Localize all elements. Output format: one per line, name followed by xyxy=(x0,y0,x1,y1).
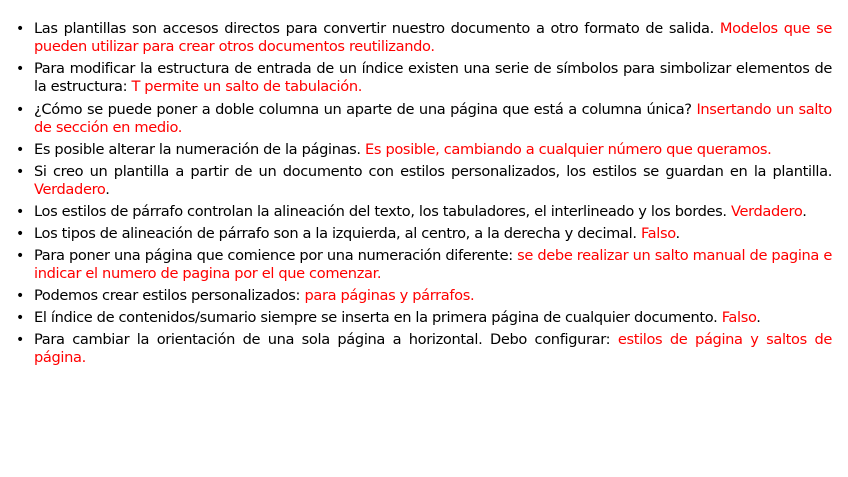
bullet-icon: • xyxy=(16,248,24,264)
answer-text: Insertando un salto de sección en medio. xyxy=(34,101,832,136)
bullet-icon: • xyxy=(16,21,24,37)
bullet-icon: • xyxy=(16,204,24,220)
list-item xyxy=(14,331,832,367)
question-text: Para poner una página que comience por una numeración diferente: xyxy=(34,247,513,264)
list-item xyxy=(14,247,832,283)
question-text: Las plantillas son accesos directos para convertir nuestro documento a otro formato de salida. xyxy=(34,20,714,37)
list-item xyxy=(14,60,832,96)
list-item xyxy=(14,203,832,221)
answer-text: estilos de página y saltos de página. xyxy=(34,331,832,366)
bullet-icon: • xyxy=(16,164,24,180)
list-item xyxy=(14,225,832,243)
bullet-icon: • xyxy=(16,288,24,304)
bullet-list xyxy=(14,20,832,367)
bullet-icon: • xyxy=(16,226,24,242)
question-text: El índice de contenidos/sumario siempre se inserta en la primera página de cualquier documento. xyxy=(34,309,718,326)
answer-text: Verdadero xyxy=(730,203,803,220)
answer-text: se debe realizar un salto manual de pagina e indicar el numero de pagina por el que comenzar. xyxy=(34,247,832,282)
question-text: ¿Cómo se puede poner a doble columna un aparte de una página que está a columna única? xyxy=(34,101,692,118)
bullet-icon: • xyxy=(16,310,24,326)
answer-tail: . xyxy=(675,225,680,242)
bullet-icon: • xyxy=(16,142,24,158)
question-text: Podemos crear estilos personalizados: xyxy=(34,287,301,304)
answer-tail: . xyxy=(756,309,761,326)
answer-tail: . xyxy=(105,181,110,198)
answer-text: T permite un salto de tabulación. xyxy=(131,78,363,95)
answer-text: Falso xyxy=(640,225,676,242)
question-text: Los estilos de párrafo controlan la alineación del texto, los tabuladores, el interlineado y los bordes. xyxy=(34,203,727,220)
bullet-icon: • xyxy=(16,332,24,348)
question-text: Es posible alterar la numeración de la páginas. xyxy=(34,141,361,158)
question-text: Para cambiar la orientación de una sola página a horizontal. Debo configurar: xyxy=(34,331,611,348)
list-item xyxy=(14,163,832,199)
answer-text: Modelos que se pueden utilizar para crear otros documentos reutilizando. xyxy=(34,20,832,55)
question-text: Los tipos de alineación de párrafo son a la izquierda, al centro, a la derecha y decimal. xyxy=(34,225,637,242)
list-item xyxy=(14,20,832,56)
answer-text: Falso xyxy=(721,309,757,326)
answer-tail: . xyxy=(802,203,807,220)
answer-text: Verdadero xyxy=(34,181,106,198)
list-item xyxy=(14,287,832,305)
list-item xyxy=(14,141,832,159)
bullet-icon: • xyxy=(16,102,24,118)
bullet-icon: • xyxy=(16,61,24,77)
answer-text: Es posible, cambiando a cualquier número que queramos. xyxy=(365,141,772,158)
answer-text: para páginas y párrafos. xyxy=(304,287,475,304)
list-item xyxy=(14,309,832,327)
question-text: Si creo un plantilla a partir de un documento con estilos personalizados, los estilos se guardan en la plantilla. xyxy=(34,163,832,180)
question-text: Para modificar la estructura de entrada de un índice existen una serie de símbolos para simbolizar elementos de la estructura: xyxy=(34,60,832,95)
list-item xyxy=(14,101,832,137)
